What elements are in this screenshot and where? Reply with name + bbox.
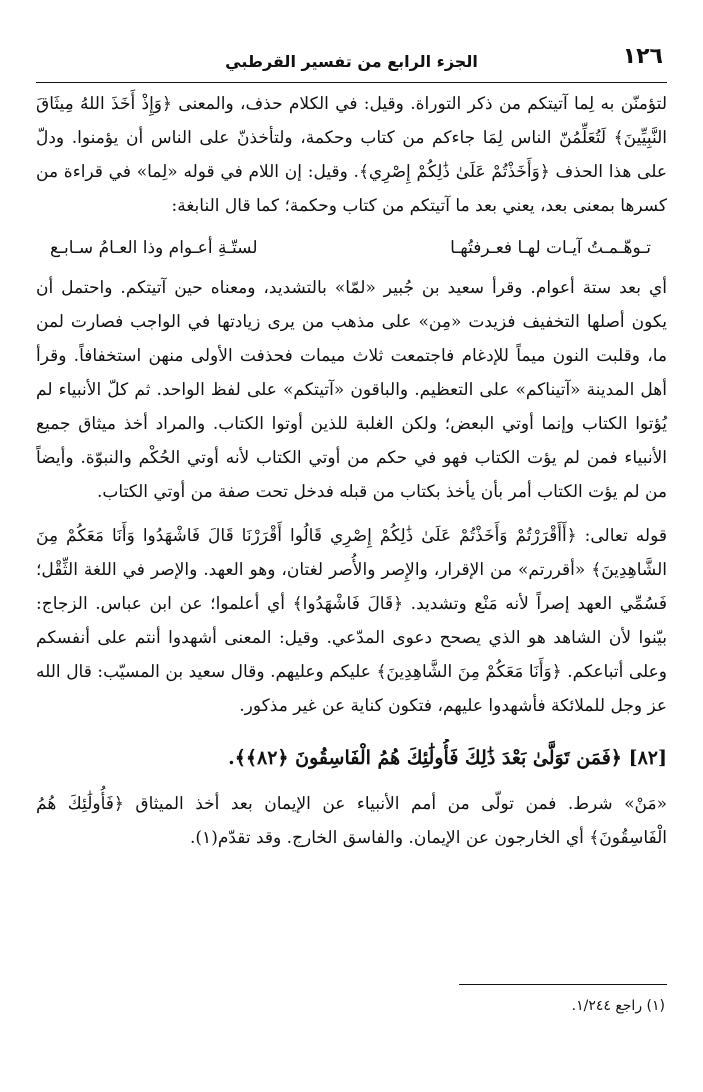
- poetry-verse: [50, 231, 651, 265]
- page-header: [36, 42, 667, 83]
- paragraph-4: «مَنْ» شرط. فمن تولّى من أمم الأنبياء عن الإيمان بعد أخذ الميثاق ﴿فَأُولَٰئِكَ هُمُ الْفَاسِقُونَ﴾ أي الخارجون عن الإيمان. والفاسق الخارج. وقد تقدّم(١).: [36, 794, 667, 848]
- ayah-heading: [36, 739, 667, 777]
- running-title: الجزء الرابع من تفسير القرطبي: [225, 52, 478, 71]
- paragraph-3: قوله تعالى: ﴿أَأَقْرَرْتُمْ وَأَخَذْتُمْ عَلَىٰ ذَٰلِكُمْ إِصْرِي قَالُوا أَقْرَرْنَا قَالَ فَاشْهَدُوا وَأَنَا مَعَكُمْ مِنَ الشَّاهِدِينَ﴾ «أقررتم» من الإقرار، والإِصر والأُصر لغتان، وهو العهد. والإصر في اللغة الثِّقْل؛ فَسُمِّي العهد إصراً لأنه مَنْع وتشديد. ﴿قَالَ فَاشْهَدُوا﴾ أي أعلموا؛ عن ابن عباس. الزجاج: بيّنوا لأن الشاهد هو الذي يصحح دعوى المدّعي. وقيل: المعنى أشهدوا أنتم على أنفسكم وعلى أتباعكم. ﴿وَأَنَا مَعَكُمْ مِنَ الشَّاهِدِينَ﴾ عليكم وعليهم. وقال سعيد بن المسيّب: قال الله عز وجل للملائكة فأشهدوا عليهم، فتكون كناية عن غير مذكور.: [36, 526, 667, 716]
- page-number: ١٢٦: [622, 44, 663, 69]
- ayah-text: ﴿فَمَن تَوَلَّىٰ بَعْدَ ذَٰلِكَ فَأُولَٰئِكَ هُمُ الْفَاسِقُونَ ﴿٨٢﴾﴾.: [228, 747, 622, 769]
- ayah-number: [٨٢]: [628, 747, 667, 769]
- footnote-divider: [459, 984, 667, 985]
- footnote: (١) راجع ١/٢٤٤.: [571, 998, 665, 1014]
- paragraph-1: لتؤمنّن به لِما آتيتكم من ذكر التوراة. وقيل: في الكلام حذف، والمعنى ﴿وَإِذْ أَخَذَ اللهُ مِيثَاقَ النَّبِيِّينَ﴾ لَتُعَلِّمُنّ الناس لِمَا جاءكم من كتاب وحكمة، ولتأخذنّ على الناس أن يؤمنوا. ودلّ على هذا الحذف ﴿وَأَخَذْتُمْ عَلَىٰ ذَٰلِكُمْ إِصْرِي﴾. وقيل: إن اللام في قوله «لِما» في قراءة من كسرها بمعنى بعد، يعني بعد ما آتيتكم من كتاب وحكمة؛ كما قال النابغة:: [36, 94, 667, 216]
- verse-hemistich-left: لستّـةِ أعـوام وذا العـامُ سـابـع: [50, 238, 258, 258]
- verse-hemistich-right: تـوهّـمـتُ آيـات لهـا فعـرفتُهـا: [450, 238, 651, 258]
- paragraph-2: أي بعد ستة أعوام. وقرأ سعيد بن جُبير «لمّا» بالتشديد، ومعناه حين آتيتكم. واحتمل أن يكون أصلها التخفيف فزيدت «مِن» على مذهب من يرى زيادتها في الواجب فصارت لمن ما، وقلبت النون ميماً للإدغام فاجتمعت ثلاث ميمات فحذفت الأولى منهن استخفافاً. وقرأ أهل المدينة «آتيناكم» على التعظيم. والباقون «آتيتكم» على لفظ الواحد. ثم كلّ الأنبياء لم يُؤتوا الكتاب وإنما أوتي البعض؛ ولكن الغلبة للذين أوتوا الكتاب. والمراد أخذ ميثاق جميع الأنبياء فمن لم يؤت الكتاب فهو في حكم من أوتي الكتاب لأنه أوتي الحُكْم والنبوّة. وأيضاً من لم يؤت الكتاب أمر بأن يأخذ بكتاب من قبله فدخل تحت صفة من أوتي الكتاب.: [36, 278, 667, 502]
- book-page: [36, 42, 667, 1092]
